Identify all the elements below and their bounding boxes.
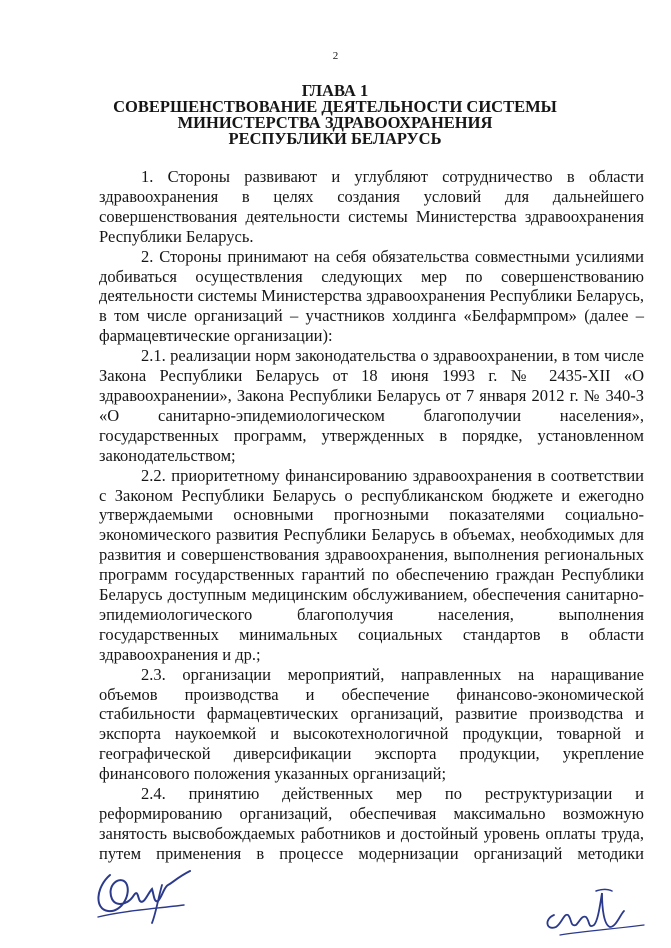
chapter-title-line-3: РЕСПУБЛИКИ БЕЛАРУСЬ — [228, 129, 442, 148]
page-number: 2 — [332, 50, 339, 62]
signature-right — [540, 885, 650, 940]
paragraph-1: 1. Стороны развивают и углубляют сотрудничество в области здравоохранения в целях создания условий для дальнейшего совершенствования деятельности системы Министерства здравоохранения Республики Беларусь. — [99, 167, 644, 246]
paragraph-2-1: 2.1. реализации норм законодательства о здравоохранении, в том числе Закона Республики Беларусь от 18 июня 1993 г. № 2435-XII «О здравоохранении», Закона Республики Беларусь от 7 января 2012 г. № 340-З «О санитарно-эпидемиологическом благополучии населения», государственных программ, утвержденных в порядке, установленном законодательством; — [99, 346, 644, 465]
paragraph-2-3: 2.3. организации мероприятий, направленных на наращивание объемов производства и обеспечение финансово-экономической стабильности фармацевтических организаций, развитие производства и экспорта наукоемкой и высокотехнологичной продукции, товарной и географической диверсификации экспорта продукции, укрепление финансового положения указанных организаций; — [99, 664, 644, 784]
chapter-title-line-2: МИНИСТЕРСТВА ЗДРАВООХРАНЕНИЯ — [177, 113, 493, 132]
paragraph-2: 2. Стороны принимают на себя обязательства совместными усилиями добиваться осуществления следующих мер по совершенствованию деятельности системы Министерства здравоохранения Республики Беларусь, в том числе организаций – участников холдинга «Белфармпром» (далее – фармацевтические организации): — [99, 246, 644, 346]
paragraph-2-2: 2.2. приоритетному финансированию здравоохранения в соответствии с Законом Республики Беларусь о республиканском бюджете и ежегодно утверждаемыми основными прогнозными показателями социально-экономического развития Республики Беларусь в объемах, необходимых для развития и совершенствования здравоохранения, выполнения региональных программ государственных гарантий по обеспечению граждан Республики Беларусь доступным медицинским обслуживанием, обеспечения санитарно-эпидемиологического благополучия населения, выполнения государственных минимальных социальных стандартов в области здравоохранения и др.; — [99, 465, 644, 664]
chapter-title-line-1: СОВЕРШЕНСТВОВАНИЕ ДЕЯТЕЛЬНОСТИ СИСТЕМЫ — [113, 97, 557, 116]
signature-left — [92, 865, 202, 925]
document-body — [99, 167, 644, 864]
paragraph-2-4: 2.4. принятию действенных мер по реструктуризации и реформированию организаций, обеспечивая максимально возможную занятость высвобождаемых работников и достойный уровень оплаты труда, путем применения в процессе модернизации организаций методики — [99, 784, 644, 863]
chapter-number: ГЛАВА 1 — [301, 81, 369, 100]
chapter-heading — [80, 83, 590, 147]
